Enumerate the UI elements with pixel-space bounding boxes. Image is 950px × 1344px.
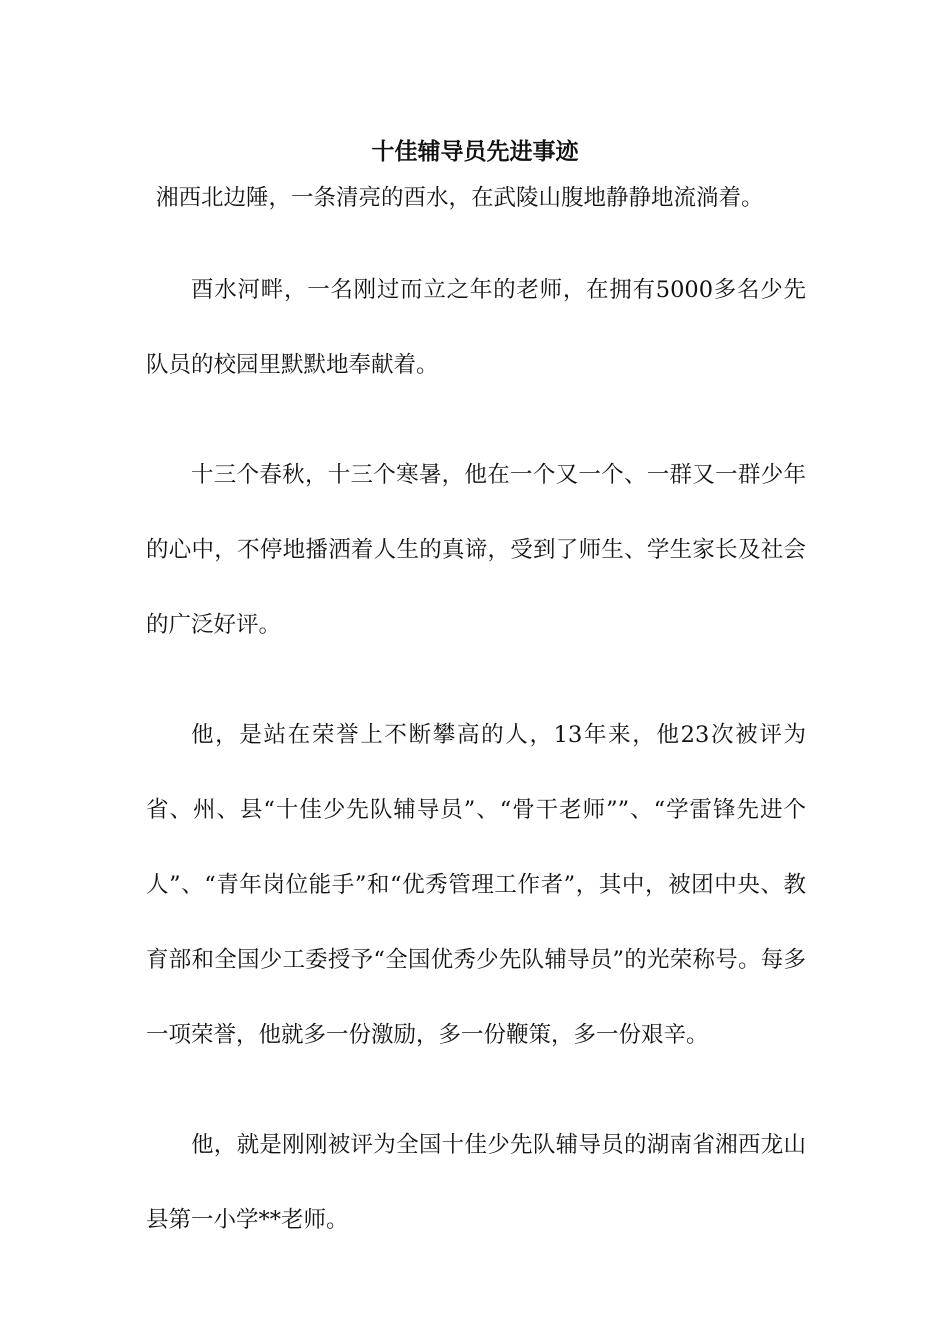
paragraph-3: 十三个春秋，十三个寒暑，他在一个又一个、一群又一群少年的心中，不停地播洒着人生的真谛，受到了师生、学生家长及社会的广泛好评。 — [146, 462, 806, 638]
paragraph-4: 他，是站在荣誉上不断攀高的人，13年来，他23次被评为省、州、县“十佳少先队辅导员”、“骨干老师””、“学雷锋先进个人”、“青年岗位能手”和“优秀管理工作者”，其中，被团中央、教育部和全国少工委授予“全国优秀少先队辅导员”的光荣称号。每多一项荣誉，他就多一份激励，多一份鞭策，多一份艰辛。 — [146, 722, 806, 1048]
paragraph-5: 他，就是刚刚被评为全国十佳少先队辅导员的湖南省湘西龙山县第一小学**老师。 — [146, 1132, 806, 1233]
document-body — [146, 178, 806, 1258]
paragraph-1: 湘西北边陲，一条清亮的酉水，在武陵山腹地静静地流淌着。 — [156, 185, 764, 211]
document-title: 十佳辅导员先进事迹 — [371, 138, 579, 165]
paragraph-2: 酉水河畔，一名刚过而立之年的老师，在拥有5000多名少先队员的校园里默默地奉献着。 — [146, 277, 806, 378]
